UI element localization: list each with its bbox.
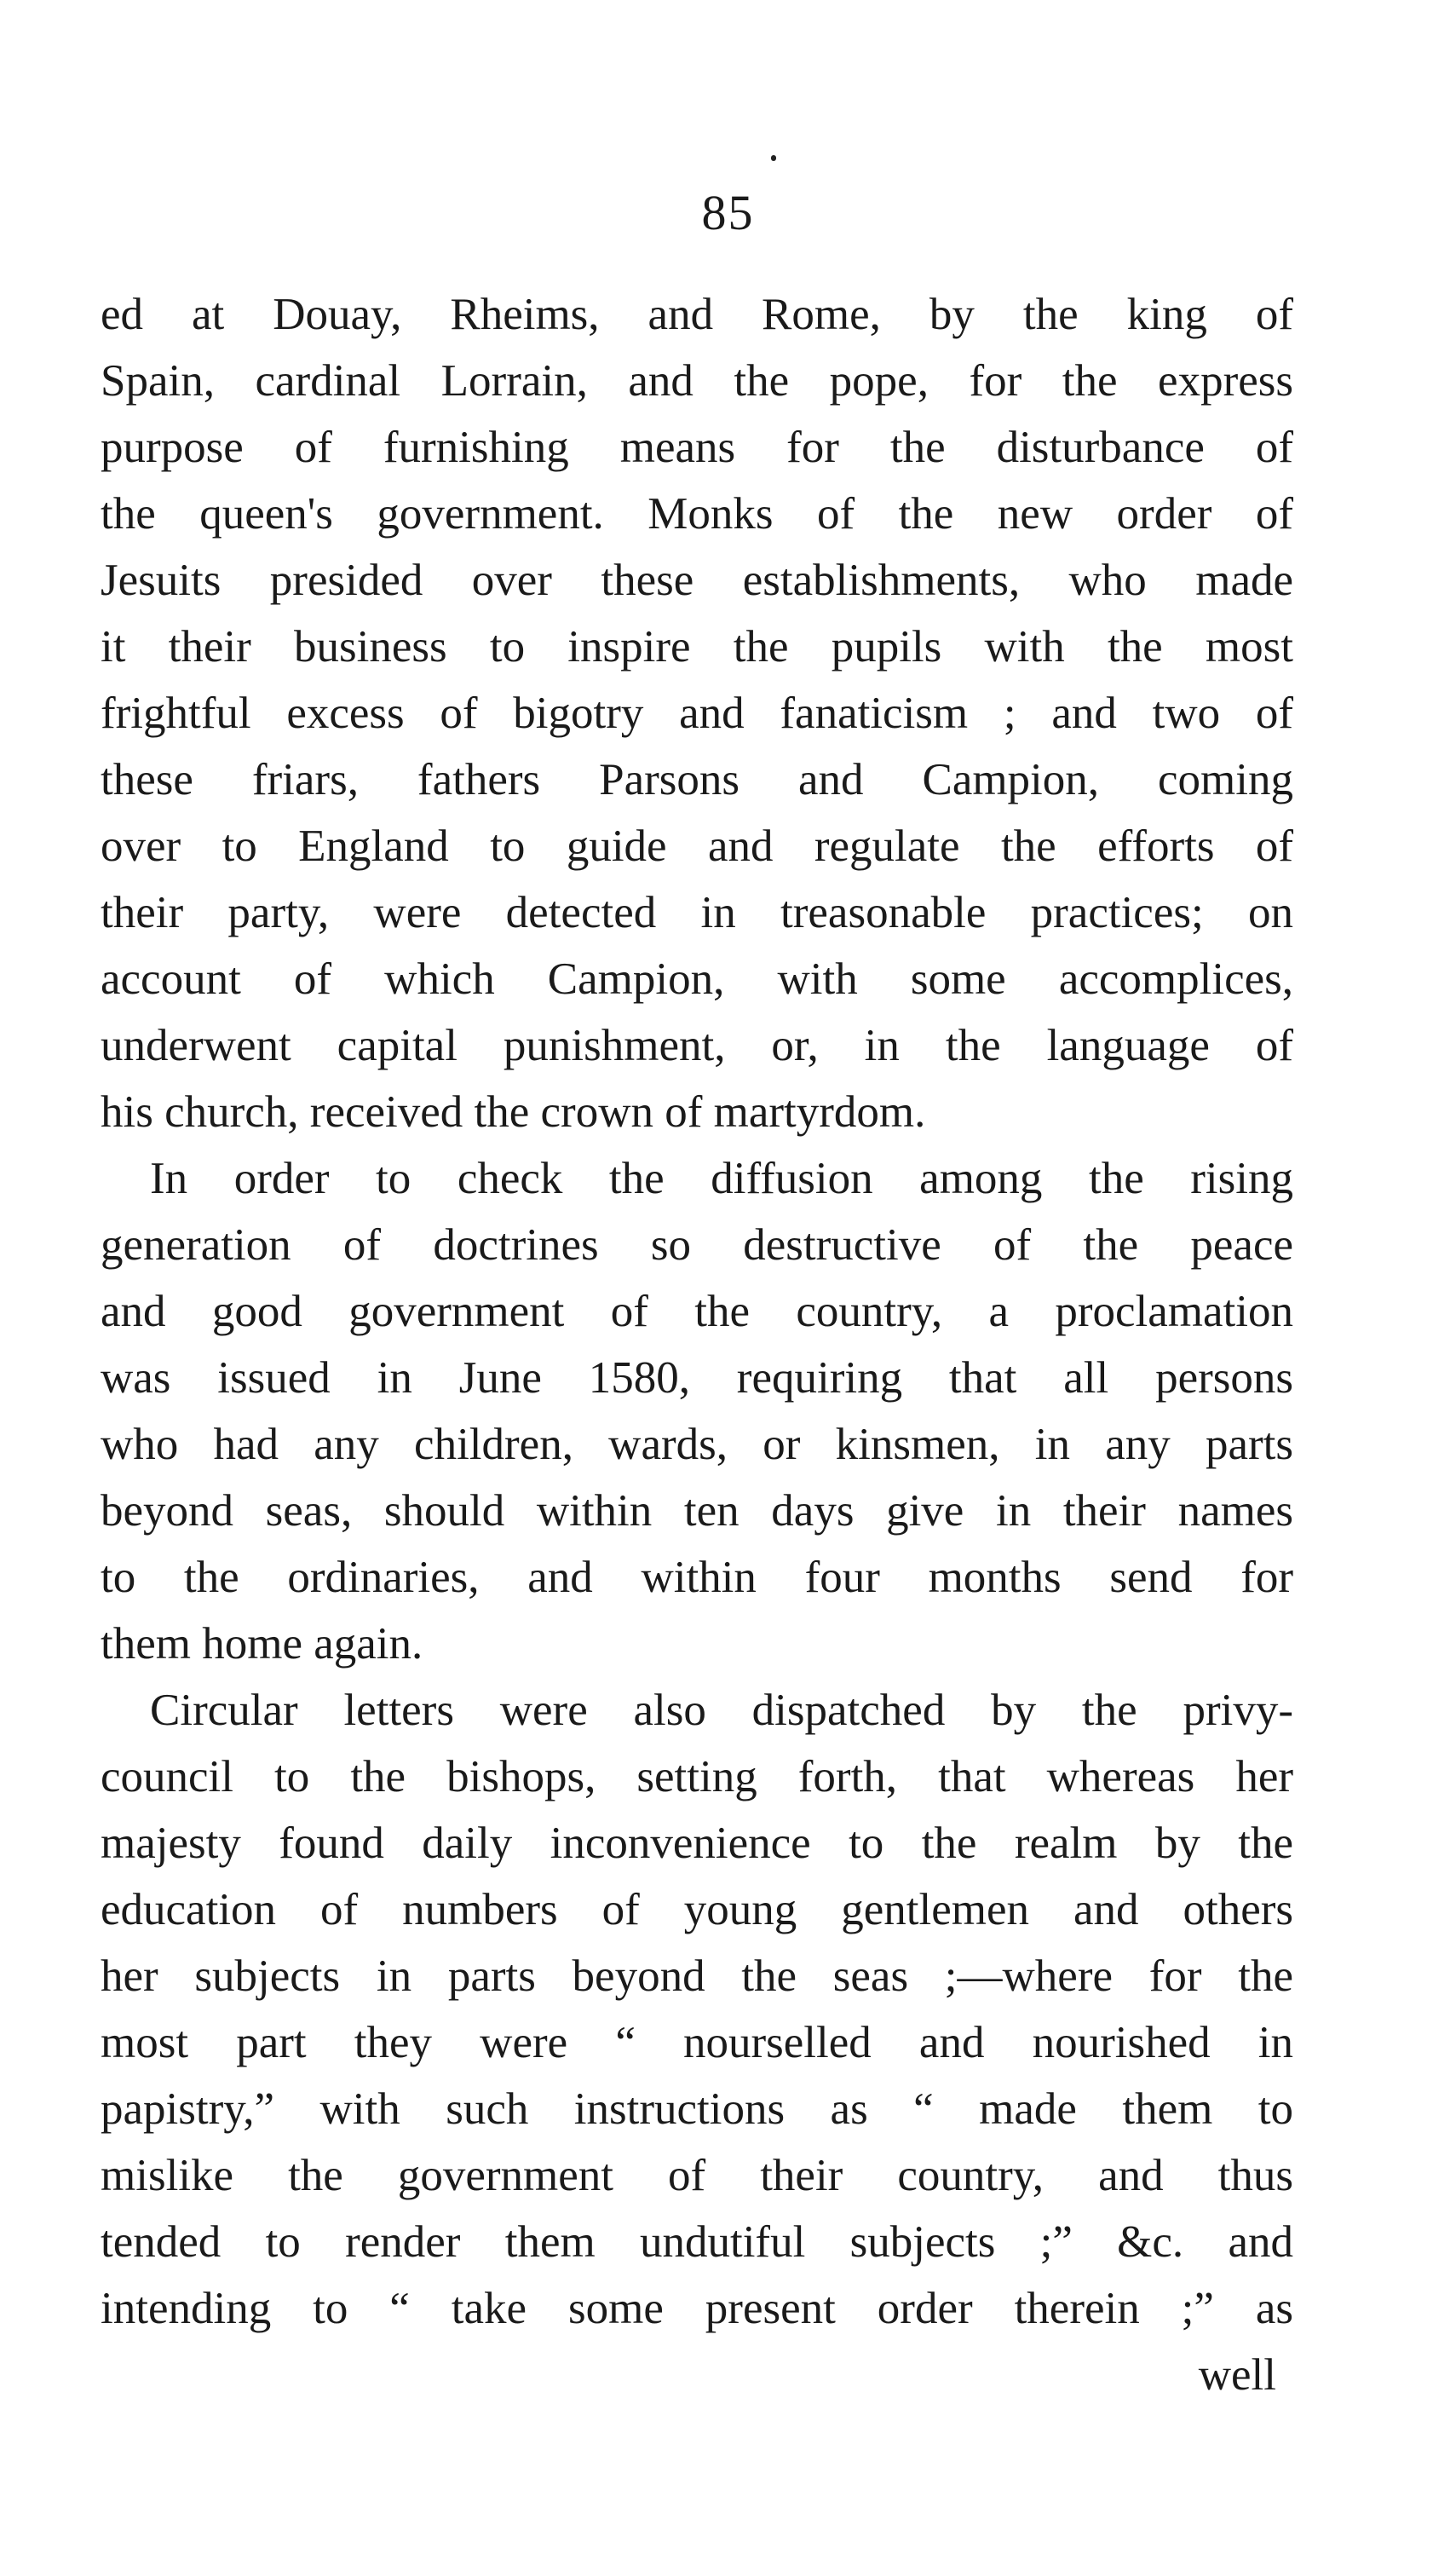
- text-line: over to England to guide and regulate the efforts of: [101, 821, 1293, 871]
- text-line: intending to “ take some present order therein ;” as: [101, 2284, 1293, 2333]
- text-line: was issued in June 1580, requiring that all persons: [101, 1353, 1293, 1403]
- text-line: the queen's government. Monks of the new order of: [101, 489, 1293, 539]
- text-line: ed at Douay, Rheims, and Rome, by the king of: [101, 290, 1293, 339]
- text-line: who had any children, wards, or kinsmen, in any parts: [101, 1420, 1293, 1469]
- text-line: Jesuits presided over these establishments, who made: [101, 556, 1293, 605]
- text-line: In order to check the diffusion among the rising: [150, 1154, 1293, 1203]
- catchword: well: [1198, 2350, 1276, 2400]
- text-line: and good government of the country, a proclamation: [101, 1287, 1293, 1336]
- text-line: generation of doctrines so destructive of the peace: [101, 1220, 1293, 1270]
- text-line: mislike the government of their country, and thus: [101, 2151, 1293, 2200]
- text-line: council to the bishops, setting forth, that whereas her: [101, 1752, 1293, 1801]
- text-line: frightful excess of bigotry and fanaticism ; and two of: [101, 689, 1293, 738]
- text-line: majesty found daily inconvenience to the realm by the: [101, 1819, 1293, 1868]
- text-line: her subjects in parts beyond the seas ;—where for the: [101, 1951, 1293, 2001]
- text-line: these friars, fathers Parsons and Campion, coming: [101, 755, 1293, 804]
- text-line: purpose of furnishing means for the disturbance of: [101, 423, 1293, 472]
- text-line: Spain, cardinal Lorrain, and the pope, for the express: [101, 356, 1293, 406]
- text-line: Circular letters were also dispatched by the privy-: [150, 1686, 1293, 1735]
- text-line: tended to render them undutiful subjects ;” &c. and: [101, 2217, 1293, 2267]
- text-line: most part they were “ nourselled and nourished in: [101, 2018, 1293, 2067]
- text-line: their party, were detected in treasonable practices; on: [101, 888, 1293, 937]
- text-line: it their business to inspire the pupils with the most: [101, 622, 1293, 672]
- text-line: underwent capital punishment, or, in the language of: [101, 1021, 1293, 1070]
- text-line: account of which Campion, with some accomplices,: [101, 954, 1293, 1004]
- text-line: to the ordinaries, and within four months send for: [101, 1553, 1293, 1602]
- text-line: papistry,” with such instructions as “ made them to: [101, 2084, 1293, 2134]
- text-line: education of numbers of young gentlemen and others: [101, 1885, 1293, 1934]
- ink-speck: [771, 155, 776, 161]
- page-number: 85: [701, 185, 755, 240]
- text-line: them home again.: [101, 1619, 423, 1669]
- text-line: beyond seas, should within ten days give in their names: [101, 1486, 1293, 1536]
- body-text: [101, 281, 1293, 2408]
- text-line: his church, received the crown of martyrdom.: [101, 1087, 926, 1137]
